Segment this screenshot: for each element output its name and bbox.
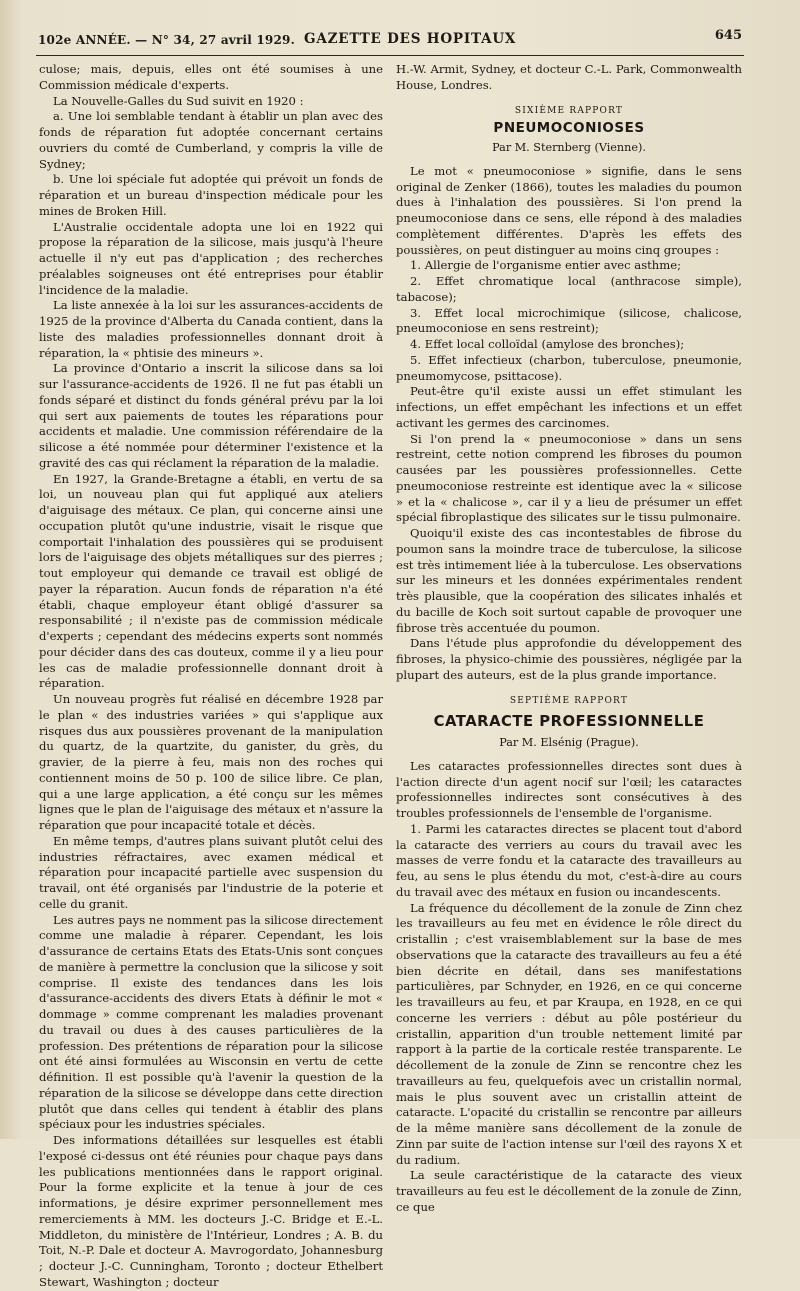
paragraph: b. Une loi spéciale fut adoptée qui prévoit un fonds de réparation et un bureau d'inspection médicale pour les mines de Broken Hill. xyxy=(39,172,383,218)
paragraph: H.-W. Armit, Sydney, et docteur C.-L. Park, Commonwealth House, Londres. xyxy=(396,62,742,92)
paragraph: Peut-être qu'il existe aussi un effet stimulant les infections, un effet empêchant les infections et un effet activant les germes des carcinomes. xyxy=(396,384,742,430)
list-item: 5. Effet infectieux (charbon, tuberculose, pneumonie, pneumomycose, psittacose). xyxy=(396,352,742,383)
paragraph: culose; mais, depuis, elles ont été soumises à une Commission médicale d'experts. xyxy=(39,62,383,92)
paragraph: Si l'on prend la « pneumoconiose » dans un sens restreint, cette notion comprend les fibroses du poumon causées par les poussières professionnelles. Cette pneumoconiose restreinte est identique avec la « silicose » et la « chalicose », car il y a lieu de présumer un effet spécial fibroplastique des silicates sur le tissu pulmonaire. xyxy=(396,431,742,525)
paragraph: L'Australie occidentale adopta une loi en 1922 qui propose la réparation de la silicose, mais jusqu'à l'heure actuelle il n'y eut pas d'application ; des recherches préalables soigneuses ont été entreprises pour établir l'incidence de la maladie. xyxy=(39,219,383,297)
paragraph: En même temps, d'autres plans suivant plutôt celui des industries réfractaires, avec examen médical et réparation pour incapacité partielle avec suspension du travail, ont été organisés par l'industrie de la poterie et celle du granit. xyxy=(39,833,383,911)
paragraph: Quoiqu'il existe des cas incontestables de fibrose du poumon sans la moindre trace de tuberculose, la silicose est très intimement liée à la tuberculose. Les observations sur les mineurs et les données expérimentales rendent très plausible, que la coopération des silicates inhalés et du bacille de Koch soit surtout capable de provoquer une fibrose très accentuée du poumon. xyxy=(396,526,742,635)
report-title: PNEUMOCONIOSES xyxy=(493,120,645,137)
running-header xyxy=(36,28,742,50)
issue-info: 102e ANNÉE. — N° 34, 27 avril 1929. xyxy=(38,33,295,47)
paragraph: La province d'Ontario a inscrit la silicose dans sa loi sur l'assurance-accidents de 1926. Il ne fut pas établi un fonds séparé et distinct du fonds général prévu par la loi qui sert aux paiements de toutes les réparations pour accidents et maladie. Une commission référendaire de la silicose a été nommée pour déterminer l'existence et la gravité des cas qui réclament la réparation de la maladie. xyxy=(39,361,383,470)
report-number: SEPTIÈME RAPPORT xyxy=(509,695,629,706)
report-author: Par M. Elsénig (Prague). xyxy=(499,736,639,749)
left-column xyxy=(39,62,383,1291)
header-rule xyxy=(36,55,744,56)
paragraph: a. Une loi semblable tendant à établir un plan avec des fonds de réparation fut adoptée concernant certains ouvriers du comté de Cumberland, y compris la ville de Sydney; xyxy=(39,109,383,171)
paragraph: Le mot « pneumoconiose » signifie, dans le sens original de Zenker (1866), toutes les maladies du poumon dues à l'inhalation des poussières. Si l'on prend la pneumoconiose dans ce sens, elle répond à des maladies complètement différentes. D'après les effets des poussières, on peut distinguer au moins cinq groupes : xyxy=(396,163,742,257)
paragraph: Des informations détaillées sur lesquelles est établi l'exposé ci-dessus ont été réunies pour chaque pays dans les publications mentionnées dans le rapport original. Pour la forme explicite et la tenue à jour de ces informations, je désire exprimer personnellement mes remerciements à MM. les docteurs J.-C. Bridge et E.-L. Middleton, du ministère de l'Intérieur, Londres ; A. B. du Toit, N.-P. Dale et docteur A. Mavrogordato, Johannesburg ; docteur J.-C. Cunningham, Toronto ; docteur Ethelbert Stewart, Washington ; docteur xyxy=(39,1133,383,1289)
paragraph: 1. Parmi les cataractes directes se placent tout d'abord la cataracte des verriers au cours du travail avec les masses de verre fondu et la cataracte des travailleurs au feu, au sens le plus étendu du mot, c'est-à-dire au cours du travail avec des métaux en fusion ou incandescents. xyxy=(396,821,742,899)
paragraph: La liste annexée à la loi sur les assurances-accidents de 1925 de la province d'Alberta du Canada contient, dans la liste des maladies professionnelles donnant droit à réparation, la « phtisie des mineurs ». xyxy=(39,298,383,360)
report-author: Par M. Sternberg (Vienne). xyxy=(492,141,646,154)
list-item: 1. Allergie de l'organisme entier avec asthme; xyxy=(410,258,682,273)
list-item: 3. Effet local microchimique (silicose, chalicose, pneumoconiose en sens restreint); xyxy=(396,305,742,336)
paragraph: La fréquence du décollement de la zonule de Zinn chez les travailleurs au feu met en évidence le rôle direct du cristallin ; c'est vraisemblablement sur la base de mes observations que la cataracte des travailleurs au feu a été bien décrite en détail, dans ses manifestations particulières, par Schnyder, en 1926, en ce qui concerne les travailleurs au feu, et par Kraupa, en 1928, en ce qui concerne les verriers : début au pôle postérieur du cristallin, apparition d'un trouble nettement limité par rapport à la partie de la corticale restée transparente. Le décollement de la zonule de Zinn se rencontre chez les travailleurs au feu, quelquefois avec un cristallin normal, mais le plus souvent avec un cristallin atteint de cataracte. L'opacité du cristallin se rencontre par ailleurs de la même manière sans décollement de la zonule de Zinn par suite de l'action intense sur l'œil des rayons X et du radium. xyxy=(396,900,742,1167)
paragraph: Les autres pays ne nomment pas la silicose directement comme une maladie à réparer. Cependant, les lois d'assurance de certains Etats des Etats-Unis sont conçues de manière à permettre la conclusion que la silicose y soit comprise. Il existe des tendances dans les lois d'assurance-accidents des divers Etats à définir le mot « dommage » comme comprenant les maladies provenant du travail ou dues à des causes particulières de la profession. Des prétentions de réparation pour la silicose ont été ainsi formulées au Wisconsin en vertu de cette définition. Il est possible qu'à l'avenir la question de la réparation de la silicose se développe dans cette direction plutôt que dans celles qui tendent à établir des plans spéciaux pour les industries spéciales. xyxy=(39,912,383,1132)
right-column xyxy=(396,62,742,1216)
page-number: 645 xyxy=(714,28,742,43)
report-title: CATARACTE PROFESSIONNELLE xyxy=(433,713,705,731)
paragraph: Un nouveau progrès fut réalisé en décembre 1928 par le plan « des industries variées » qui s'applique aux risques dus aux poussières provenant de la manipulation du quartz, de la quartzite, du ganister, du grès, du gravier, de la pierre à feu, mais non des roches qui contiennent moins de 50 p. 100 de silice libre. Ce plan, qui a une large application, a été conçu sur les mêmes lignes que le plan de l'aiguisage des métaux et n'assure la réparation que pour incapacité totale et décès. xyxy=(39,692,383,832)
paragraph: Dans l'étude plus approfondie du développement des fibroses, la physico-chimie des poussières, négligée par la plupart des auteurs, est de la plus grande importance. xyxy=(396,636,742,682)
paragraph: La seule caractéristique de la cataracte des vieux travailleurs au feu est le décollement de la zonule de Zinn, ce que xyxy=(396,1168,742,1214)
list-item: 4. Effet local colloïdal (amylose des bronches); xyxy=(410,337,685,351)
report-number: SIXIÈME RAPPORT xyxy=(514,105,624,116)
paragraph: La Nouvelle-Galles du Sud suivit en 1920 : xyxy=(53,93,304,108)
journal-title: GAZETTE DES HOPITAUX xyxy=(304,31,517,47)
paragraph: En 1927, la Grande-Bretagne a établi, en vertu de sa loi, un nouveau plan qui fut appliqué aux ateliers d'aiguisage des métaux. Ce plan, qui concerne ainsi une occupation plutôt qu'une industrie, visait le risque que comportait l'inhalation des poussières qui se produisent lors de l'aiguisage des objets métalliques sur des pierres ; tout employeur qui demande ce travail est obligé de payer la réparation. Aucun fonds de réparation n'a été établi, chaque employeur étant obligé d'assurer sa responsabilité ; il n'existe pas de commission médicale d'experts ; cependant des médecins experts sont nommés pour décider dans des cas douteux, comme il y a lieu pour les cas de maladie professionnelle donnant droit à réparation. xyxy=(39,471,383,691)
paragraph: Les cataractes professionnelles directes sont dues à l'action directe d'un agent nocif sur l'œil; les cataractes professionnelles indirectes sont consécutives à des troubles professionnels de l'ensemble de l'organisme. xyxy=(396,758,742,820)
list-item: 2. Effet chromatique local (anthracose simple), tabacose); xyxy=(396,274,742,304)
